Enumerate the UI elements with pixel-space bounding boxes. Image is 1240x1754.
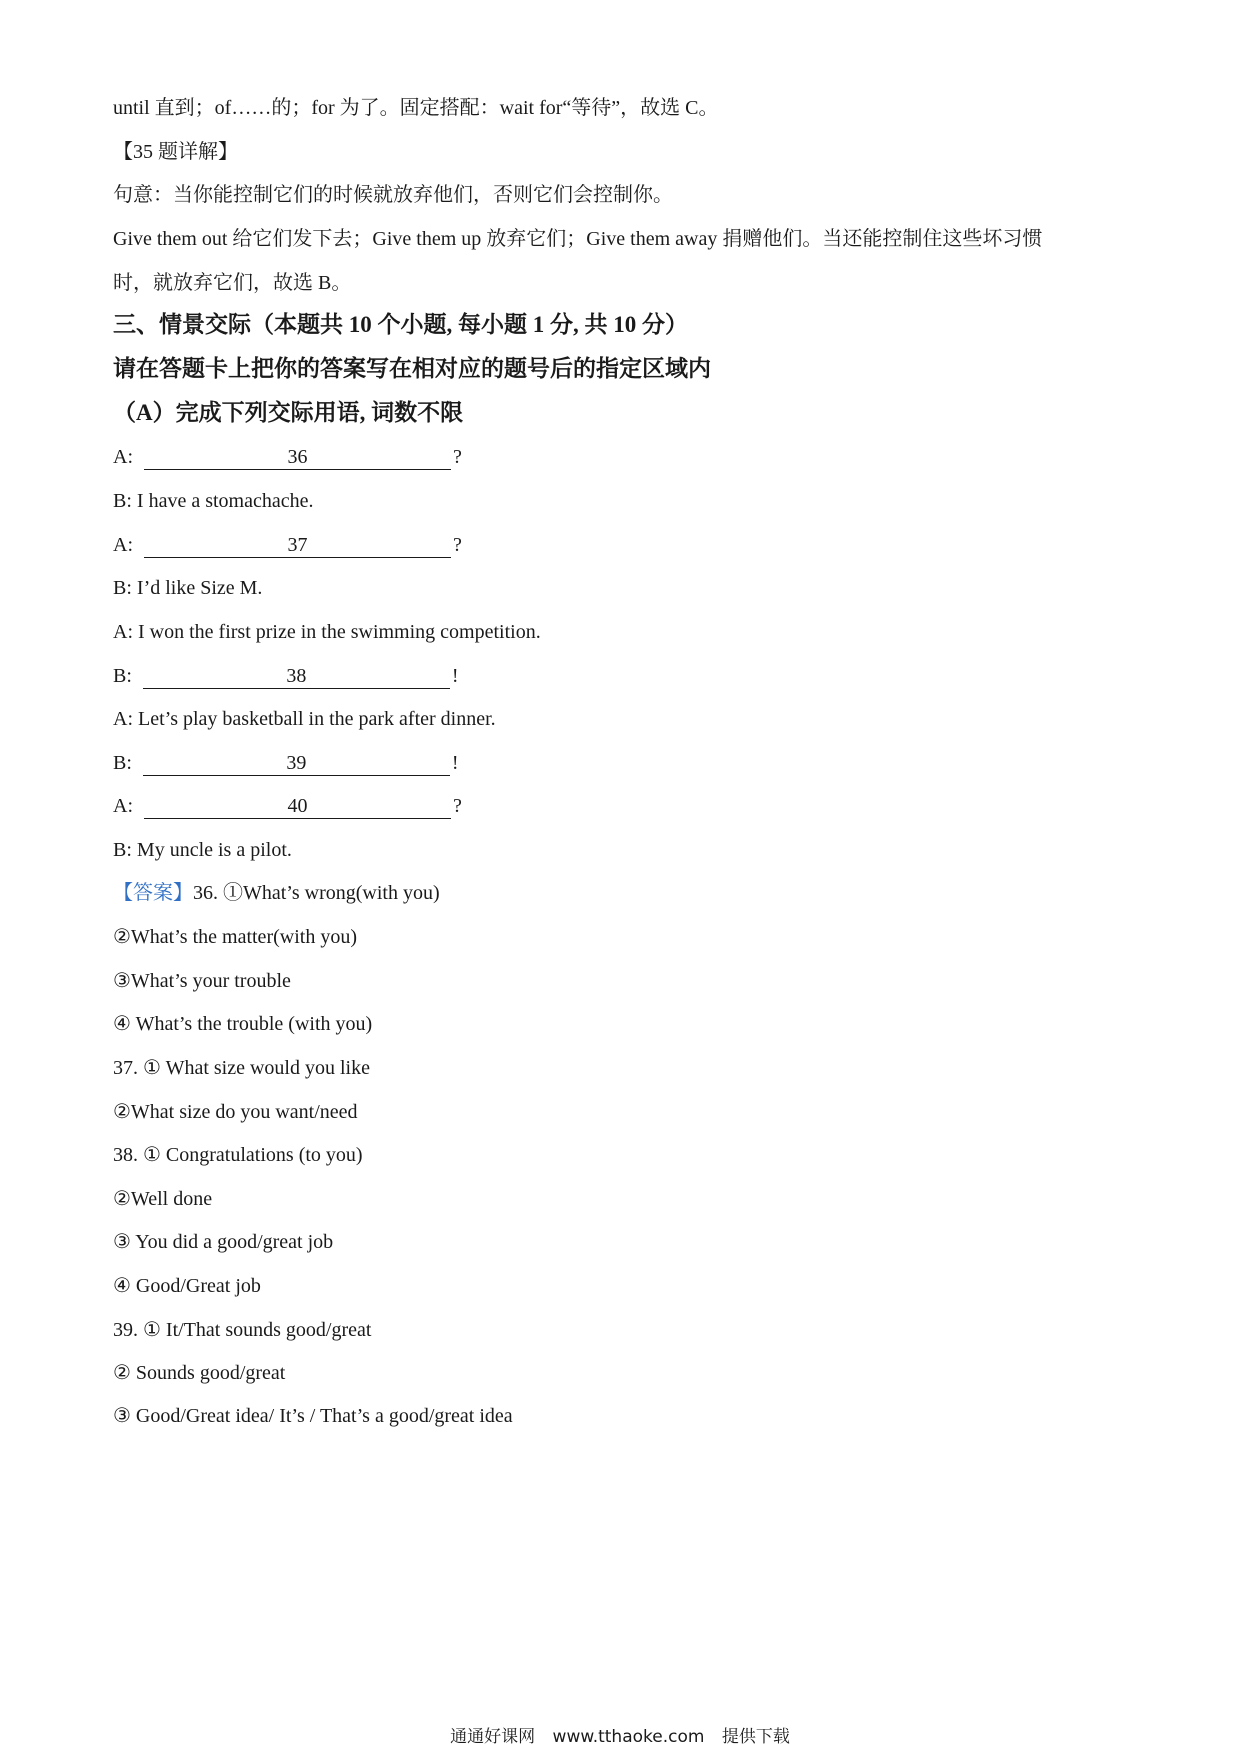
answer-line-8: ②Well done xyxy=(113,1188,213,1210)
speaker-label: A: xyxy=(113,446,133,468)
answer-blank-40[interactable]: 40 xyxy=(144,794,451,819)
footer-url[interactable]: www.tthaoke.com xyxy=(552,1727,705,1747)
answer-line-7: 38. ① Congratulations (to you) xyxy=(113,1144,363,1166)
dialogue-line-4 xyxy=(113,574,1140,602)
section-instruction: 请在答题卡上把你的答案写在相对应的题号后的指定区域内 xyxy=(113,356,711,381)
answer-line-5: 37. ① What size would you like xyxy=(113,1057,370,1079)
answer-text: 36. ①What’s wrong(with you) xyxy=(193,882,440,904)
dialogue-line-5 xyxy=(113,618,1140,646)
footer-note: 提供下载 xyxy=(721,1727,790,1747)
dialogue-line-9 xyxy=(113,792,1140,820)
speaker-label: B: xyxy=(113,752,132,774)
dialogue-text: I’d like Size M. xyxy=(136,577,263,599)
text-line-1: until 直到；of……的；for 为了。固定搭配：wait for“等待”，故选 C。 xyxy=(113,97,719,119)
dialogue-line-6 xyxy=(113,662,1140,690)
dialogue-text: Let’s play basketball in the park after dinner. xyxy=(138,708,496,730)
answer-line-6: ②What size do you want/need xyxy=(113,1101,358,1123)
speaker-label: A: xyxy=(113,708,133,730)
answer-line-12: ② Sounds good/great xyxy=(113,1362,286,1384)
dialogue-line-8 xyxy=(113,749,1140,777)
speaker-label: B: xyxy=(113,665,132,687)
answer-blank-36[interactable]: 36 xyxy=(144,445,451,470)
end-punctuation: ! xyxy=(451,665,459,687)
answer-line-4: ④ What’s the trouble (with you) xyxy=(113,1013,373,1035)
text-line-4: Give them out 给它们发下去；Give them up 放弃它们；Give them away 捐赠他们。当还能控制住这些坏习惯 xyxy=(113,228,1043,250)
answer-blank-38[interactable]: 38 xyxy=(143,664,450,689)
dialogue-line-1 xyxy=(113,443,1140,471)
answer-line-13: ③ Good/Great idea/ It’s / That’s a good/great idea xyxy=(113,1405,513,1427)
text-line-5: 时，就放弃它们，故选 B。 xyxy=(113,272,352,294)
end-punctuation: ? xyxy=(453,534,462,556)
speaker-label: A: xyxy=(113,534,133,556)
answer-line-9: ③ You did a good/great job xyxy=(113,1231,334,1253)
answer-line-1 xyxy=(113,879,1140,907)
answer-blank-39[interactable]: 39 xyxy=(143,751,450,776)
dialogue-text: My uncle is a pilot. xyxy=(136,839,292,861)
text-line-2: 【35 题详解】 xyxy=(113,141,238,163)
dialogue-line-10 xyxy=(113,836,1140,864)
end-punctuation: ! xyxy=(451,752,459,774)
speaker-label: A: xyxy=(113,621,133,643)
answer-line-3: ③What’s your trouble xyxy=(113,970,291,992)
answer-blank-37[interactable]: 37 xyxy=(144,533,451,558)
footer-site-name: 通通好课网 xyxy=(450,1727,536,1747)
dialogue-text: I have a stomachache. xyxy=(136,490,314,512)
speaker-label: B: xyxy=(113,839,132,861)
dialogue-line-7 xyxy=(113,705,1140,733)
answer-line-2: ②What’s the matter(with you) xyxy=(113,926,357,948)
dialogue-line-3 xyxy=(113,531,1140,559)
section-subheading: （A）完成下列交际用语, 词数不限 xyxy=(113,400,464,425)
answer-tag: 【答案】 xyxy=(113,882,193,904)
end-punctuation: ? xyxy=(453,795,462,817)
answer-line-11: 39. ① It/That sounds good/great xyxy=(113,1319,372,1341)
speaker-label: B: xyxy=(113,490,132,512)
dialogue-text: I won the first prize in the swimming competition. xyxy=(138,621,541,643)
speaker-label: B: xyxy=(113,577,132,599)
page-footer xyxy=(0,1725,1240,1749)
end-punctuation: ? xyxy=(453,446,462,468)
text-line-3: 句意：当你能控制它们的时候就放弃他们，否则它们会控制你。 xyxy=(113,184,673,206)
answer-line-10: ④ Good/Great job xyxy=(113,1275,261,1297)
dialogue-line-2 xyxy=(113,487,1140,515)
speaker-label: A: xyxy=(113,795,133,817)
section-heading: 三、情景交际（本题共 10 个小题, 每小题 1 分, 共 10 分） xyxy=(113,312,688,337)
